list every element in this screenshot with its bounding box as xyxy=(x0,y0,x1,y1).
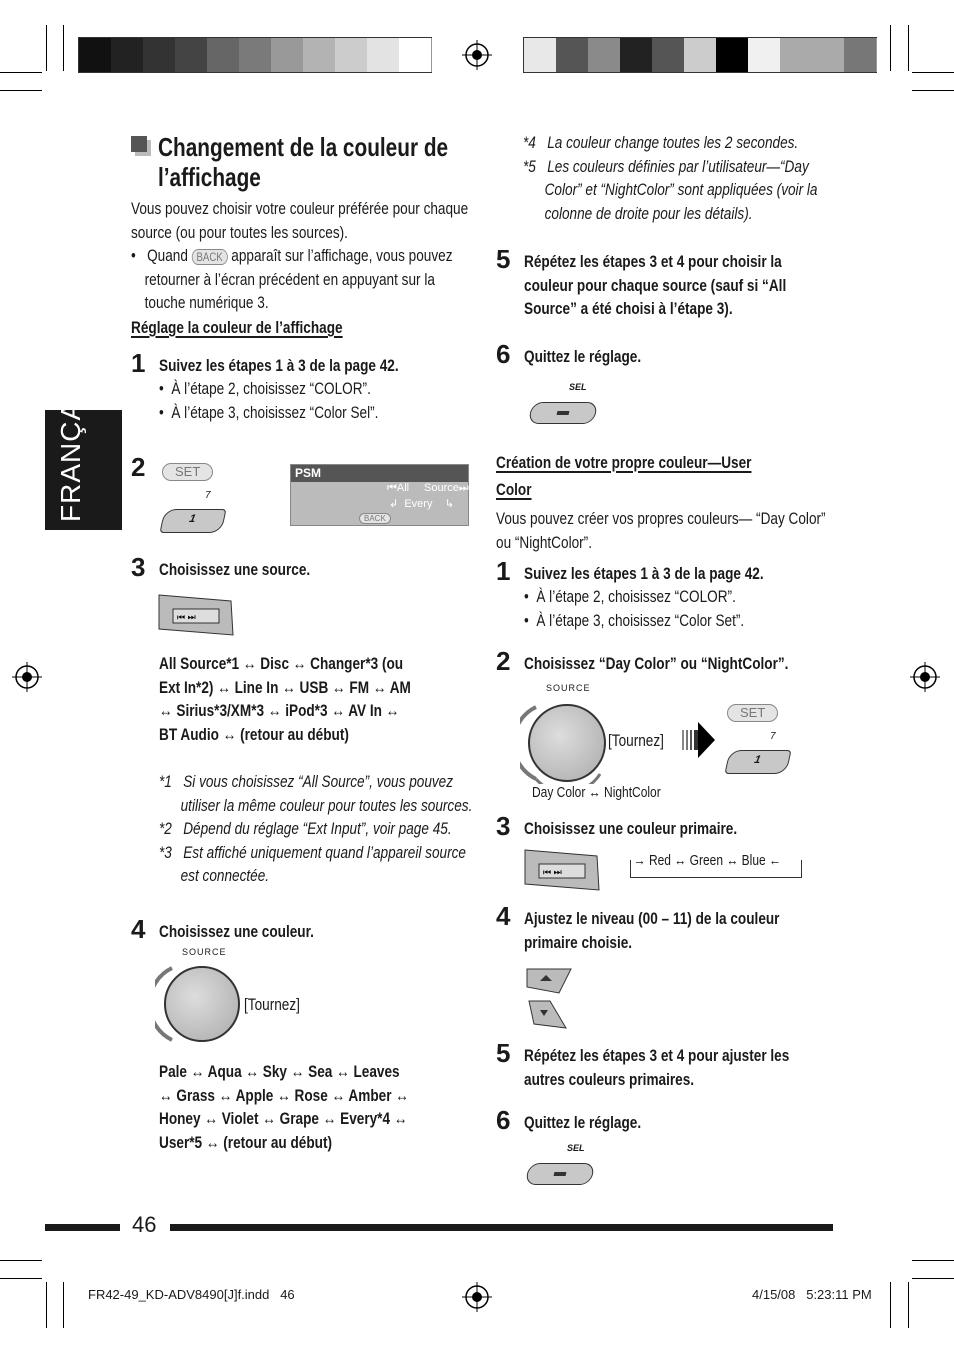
color-calibration-bar-right xyxy=(523,37,877,73)
bullet-back: • Quand BACK apparaît sur l’affichage, vous pouvez retourner à l’écran précédent en appuyant sur la touche numérique 3. xyxy=(131,246,453,312)
svg-text:⏮ ⏭: ⏮ ⏭ xyxy=(177,612,196,622)
set-button[interactable]: SET xyxy=(727,704,778,722)
crop-mark xyxy=(0,1260,42,1261)
step-text: Quittez le réglage. xyxy=(524,1113,642,1132)
color-swatch xyxy=(399,38,432,72)
color-swatch xyxy=(303,38,336,72)
key-number-label: 7 xyxy=(205,490,211,501)
subheading-reglage: Réglage la couleur de l’affichage xyxy=(131,318,343,337)
color-swatch xyxy=(143,38,176,72)
source-knob[interactable] xyxy=(164,966,240,1042)
language-tab xyxy=(45,372,122,530)
footer-rule-left xyxy=(45,1224,120,1231)
step-text: Choisissez une couleur primaire. xyxy=(524,819,738,838)
sel-button[interactable] xyxy=(525,1163,596,1185)
step-number: 6 xyxy=(496,339,511,369)
down-button-icon[interactable] xyxy=(526,998,570,1032)
step-text: Choisissez une source. xyxy=(159,560,311,579)
section-square-icon xyxy=(131,136,147,152)
back-button-icon: BACK xyxy=(192,249,228,265)
up-button-icon[interactable] xyxy=(524,965,574,997)
color-swatch xyxy=(271,38,304,72)
turn-label: [Tournez] xyxy=(608,731,664,750)
crop-mark xyxy=(0,1278,42,1279)
color-swatch xyxy=(652,38,685,72)
crop-mark xyxy=(0,72,42,73)
step-text: Choisissez une couleur. xyxy=(159,922,314,941)
step-number: 5 xyxy=(496,1038,511,1068)
color-swatch xyxy=(335,38,368,72)
step-text: Ajustez le niveau (00 – 11) de la couleur primaire choisie. xyxy=(524,909,780,952)
step-text: Répétez les étapes 3 et 4 pour choisir la couleur pour chaque source (sauf si “All Source” a été choisi à l’étape 3). xyxy=(524,252,787,318)
color-sequence: Pale ↔ Aqua ↔ Sky ↔ Sea ↔ Leaves ↔ Grass ↔ Apple ↔ Rose ↔ Amber ↔ Honey ↔ Violet ↔ Grape ↔ Every*4 ↔ User*5 ↔ (retour au début) xyxy=(159,1062,409,1152)
step-text: Répétez les étapes 3 et 4 pour ajuster les autres couleurs primaires. xyxy=(524,1046,790,1089)
crop-mark xyxy=(890,25,891,71)
color-swatch xyxy=(111,38,144,72)
crop-mark xyxy=(908,25,909,71)
source-label: SOURCE xyxy=(182,947,227,957)
color-swatch xyxy=(748,38,781,72)
step-number: 1 xyxy=(496,556,511,586)
color-swatch xyxy=(175,38,208,72)
step-number: 3 xyxy=(496,811,511,841)
color-swatch xyxy=(239,38,272,72)
footer-rule-right xyxy=(170,1224,833,1231)
registration-target-icon xyxy=(12,662,42,692)
step-number: 1 xyxy=(131,348,146,378)
step-number: 4 xyxy=(496,901,511,931)
color-swatch xyxy=(780,38,813,72)
step-number: 6 xyxy=(496,1105,511,1135)
source-sequence: All Source*1 ↔ Disc ↔ Changer*3 (ou Ext In*2) ↔ Line In ↔ USB ↔ FM ↔ AM ↔ Sirius*3/XM*3 ↔ iPod*3 ↔ AV In ↔ BT Audio ↔ (retour au début) xyxy=(159,654,411,744)
color-swatch xyxy=(207,38,240,72)
registration-target-icon xyxy=(910,662,940,692)
arrow-right-icon xyxy=(682,720,716,760)
color-swatch xyxy=(556,38,589,72)
intro-text-right: Vous pouvez créer vos propres couleurs— “Day Color” ou “NightColor”. xyxy=(496,509,826,552)
registration-target-icon xyxy=(462,40,492,70)
crop-mark xyxy=(46,1282,47,1328)
set-button[interactable]: SET xyxy=(162,463,213,481)
crop-mark xyxy=(63,1282,64,1328)
file-info: FR42-49_KD-ADV8490[J]f.indd 46 xyxy=(88,1287,295,1302)
color-swatch xyxy=(588,38,621,72)
color-swatch xyxy=(844,38,877,72)
color-swatch xyxy=(684,38,717,72)
step-bullets: • À l’étape 2, choisissez “COLOR”. • À l’étape 3, choisissez “Color Set”. xyxy=(524,587,745,630)
lcd-display: PSM ⏮All Source⏭ ↲ Every ↳ BACK xyxy=(290,464,469,526)
step-number: 3 xyxy=(131,552,146,582)
color-swatch xyxy=(620,38,653,72)
crop-mark xyxy=(908,1282,909,1328)
intro-text: Vous pouvez choisir votre couleur préférée pour chaque source (ou pour toutes les sources). xyxy=(131,199,469,242)
crop-mark xyxy=(912,72,954,73)
crop-mark xyxy=(912,90,954,91)
crop-mark xyxy=(912,1278,954,1279)
step-text: Quittez le réglage. xyxy=(524,347,642,366)
sel-button[interactable] xyxy=(528,402,599,424)
sel-label: SEL xyxy=(567,1143,585,1153)
source-label: SOURCE xyxy=(546,683,591,693)
language-label: FRANÇAIS xyxy=(55,372,86,522)
color-swatch xyxy=(367,38,400,72)
crop-mark xyxy=(912,1260,954,1261)
rotate-arrow-icon xyxy=(520,704,610,784)
step-number: 5 xyxy=(496,244,511,274)
sel-label: SEL xyxy=(569,382,587,392)
key-number-label: 7 xyxy=(770,731,776,742)
primary-color-sequence: → Red ↔ Green ↔ Blue ← xyxy=(633,852,782,869)
crop-mark xyxy=(0,90,42,91)
crop-mark xyxy=(63,25,64,71)
svg-text:⏮ ⏭: ⏮ ⏭ xyxy=(543,867,562,877)
number-1-button[interactable]: 1 xyxy=(724,750,791,774)
step-text: Suivez les étapes 1 à 3 de la page 42. xyxy=(524,564,764,583)
step-number: 4 xyxy=(131,914,146,944)
print-date: 4/15/08 5:23:11 PM xyxy=(752,1287,872,1302)
page-number: 46 xyxy=(132,1212,157,1237)
color-swatch xyxy=(716,38,749,72)
registration-target-icon xyxy=(462,1282,492,1312)
number-1-button[interactable]: 1 xyxy=(159,509,226,533)
source-skip-button-icon[interactable] xyxy=(523,848,601,892)
crop-mark xyxy=(890,1282,891,1328)
step-bullets: • À l’étape 2, choisissez “COLOR”. • À l’étape 3, choisissez “Color Sel”. xyxy=(159,379,379,422)
color-calibration-bar-left xyxy=(78,37,432,73)
step-text: Choisissez “Day Color” ou “NightColor”. xyxy=(524,654,789,673)
source-skip-button-icon[interactable] xyxy=(157,593,235,637)
turn-label: [Tournez] xyxy=(244,995,300,1014)
day-night-toggle: Day Color ↔ NightColor xyxy=(532,784,661,801)
footnotes-right: *4 La couleur change toutes les 2 secondes. *5 Les couleurs définies par l’utilisateur—“Day Color” et “NightColor” sont appliquées (voir la colonne de droite pour les détails). xyxy=(523,133,818,223)
rotate-arrow-icon xyxy=(155,965,175,1043)
step-number: 2 xyxy=(131,452,146,482)
color-swatch xyxy=(524,38,557,72)
color-swatch xyxy=(812,38,845,72)
color-swatch xyxy=(79,38,112,72)
step-number: 2 xyxy=(496,646,511,676)
subheading-user-color: Création de votre propre couleur—User Color xyxy=(496,453,752,499)
footnotes-left: *1 Si vous choisissez “All Source”, vous pouvez utiliser la même couleur pour toutes les sources. *2 Dépend du réglage “Ext Input”, voir page 45. *3 Est affiché uniquement quand l’appareil source est connectée. xyxy=(159,772,473,885)
crop-mark xyxy=(46,25,47,71)
section-title: Changement de la couleur de l’affichage xyxy=(158,132,449,192)
step-text: Suivez les étapes 1 à 3 de la page 42. xyxy=(159,356,399,375)
